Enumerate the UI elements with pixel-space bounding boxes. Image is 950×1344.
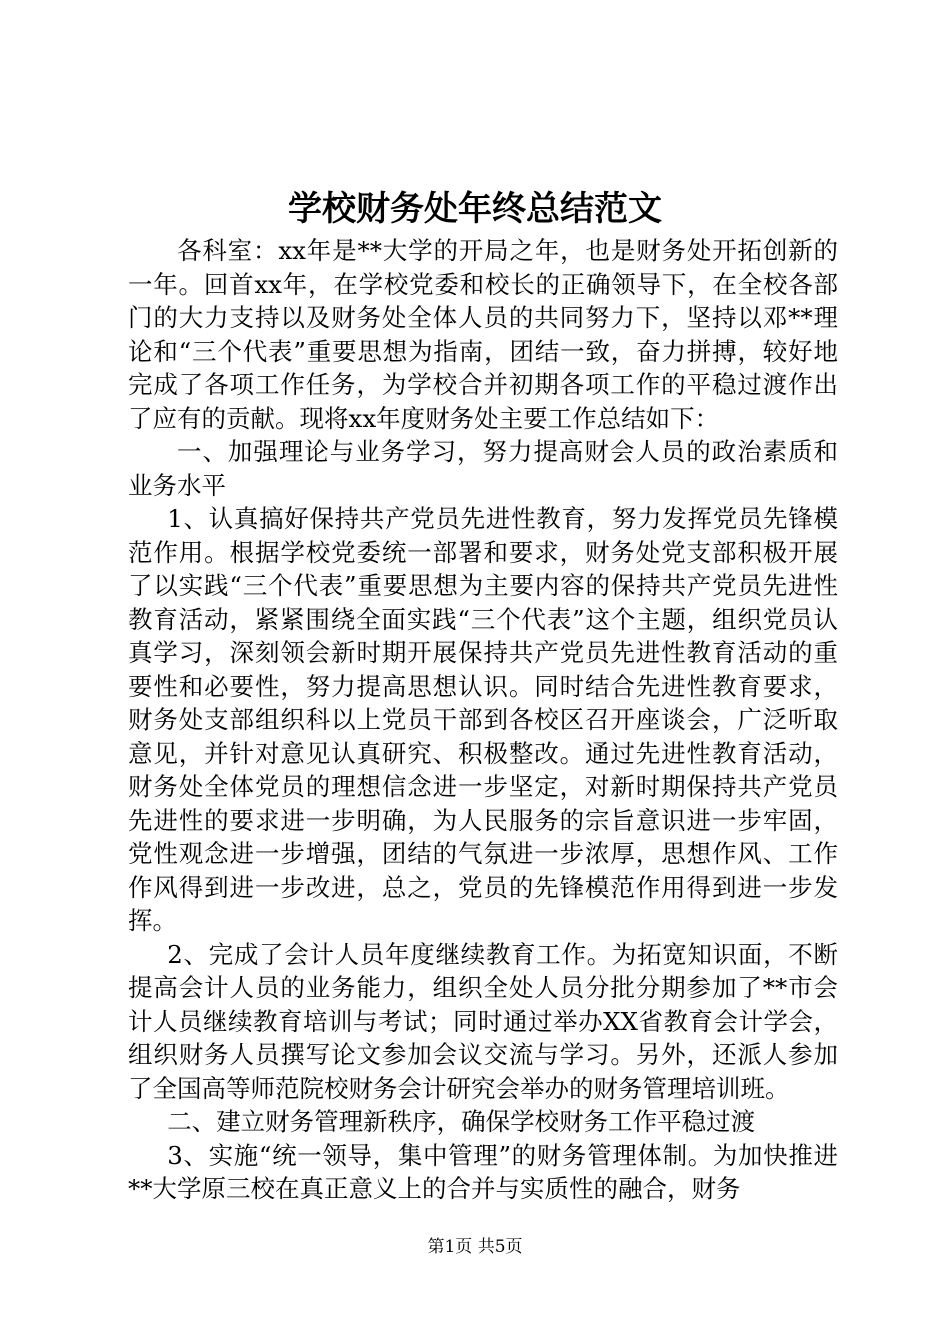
paragraph-item-3: 3、实施“统一领导，集中管理”的财务管理体制。为加快推进**大学原三校在真正意义上的合并与实质性的融合，财务 — [128, 1140, 838, 1203]
document-body — [128, 234, 838, 1206]
heading-section-1: 一、加强理论与业务学习，努力提高财会人员的政治素质和业务水平 — [128, 437, 838, 500]
heading-section-2: 二、建立财务管理新秩序，确保学校财务工作平稳过渡 — [167, 1107, 756, 1136]
paragraph-item-2: 2、完成了会计人员年度继续教育工作。为拓宽知识面，不断提高会计人员的业务能力，组织全处人员分批分期参加了**市会计人员继续教育培训与考试；同时通过举办XX省教育会计学会，组织财务人员撰写论文参加会议交流与学习。另外，还派人参加了全国高等师范院校财务会计研究会举办的财务管理培训班。 — [128, 939, 838, 1103]
page-footer: 第1页 共5页 — [427, 1237, 523, 1257]
paragraph-intro: 各科室：xx年是**大学的开局之年，也是财务处开拓创新的一年。回首xx年，在学校党委和校长的正确领导下，在全校各部门的大力支持以及财务处全体人员的共同努力下，坚持以邓**理论和“三个代表”重要思想为指南，团结一致，奋力拼搏，较好地完成了各项工作任务，为学校合并初期各项工作的平稳过渡作出了应有的贡献。现将xx年度财务处主要工作总结如下： — [128, 236, 838, 433]
document-title: 学校财务处年终总结范文 — [288, 189, 662, 229]
paragraph-item-1: 1、认真搞好保持共产党员先进性教育，努力发挥党员先锋模范作用。根据学校党委统一部署和要求，财务处党支部积极开展了以实践“三个代表”重要思想为主要内容的保持共产党员先进性教育活动，紧紧围绕全面实践“三个代表”这个主题，组织党员认真学习，深刻领会新时期开展保持共产党员先进性教育活动的重要性和必要性，努力提高思想认识。同时结合先进性教育要求，财务处支部组织科以上党员干部到各校区召开座谈会，广泛听取意见，并针对意见认真研究、积极整改。通过先进性教育活动，财务处全体党员的理想信念进一步坚定，对新时期保持共产党员先进性的要求进一步明确，为人民服务的宗旨意识进一步牢固，党性观念进一步增强，团结的气氛进一步浓厚，思想作风、工作作风得到进一步改进，总之，党员的先锋模范作用得到进一步发挥。 — [128, 504, 838, 935]
